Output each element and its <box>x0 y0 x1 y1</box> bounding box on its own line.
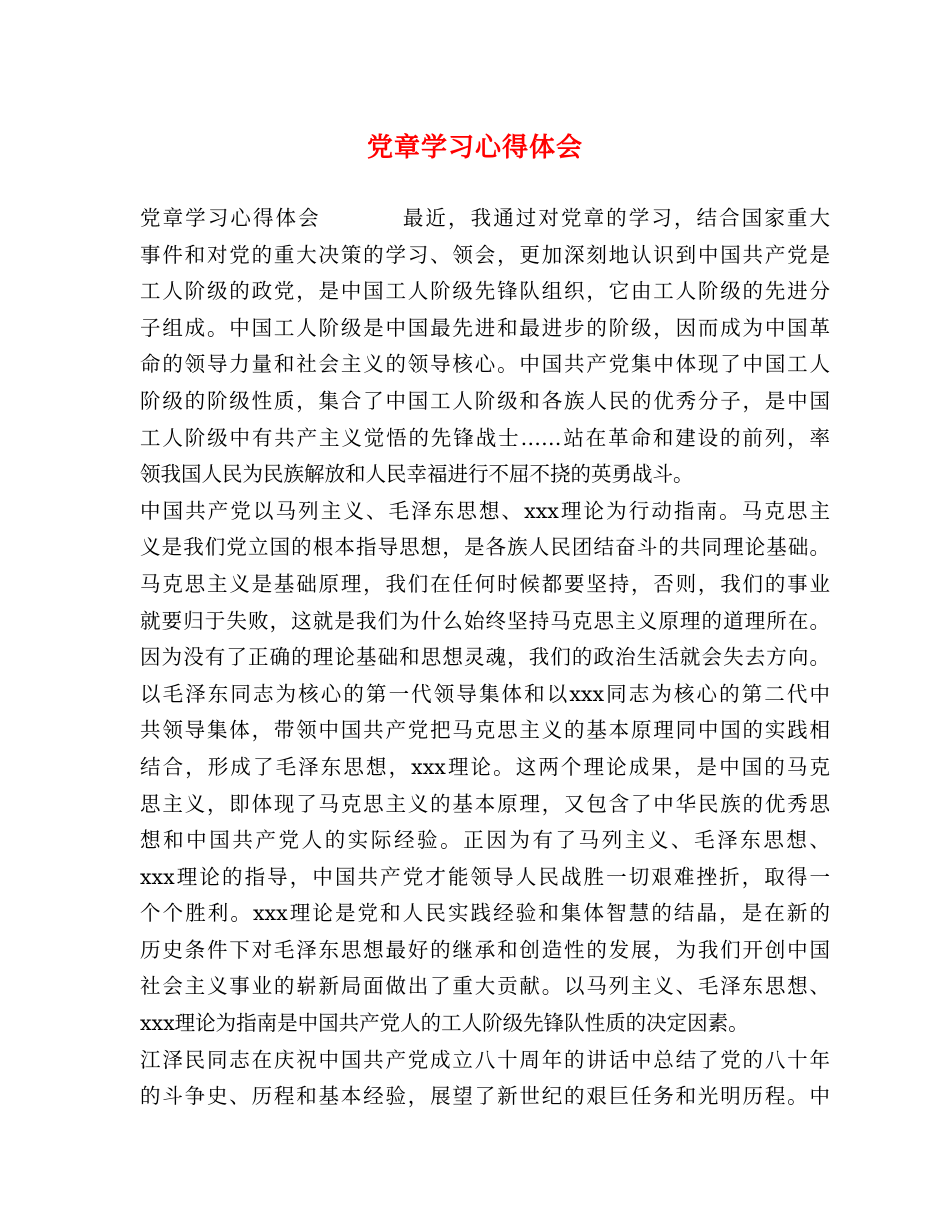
body-line: 事件和对党的重大决策的学习、领会，更加深刻地认识到中国共产党是 <box>140 242 830 267</box>
body-line: 工人阶级的政党，是中国工人阶级先锋队组织，它由工人阶级的先进分 <box>140 279 830 304</box>
body-line: 历史条件下对毛泽东思想最好的继承和创造性的发展，为我们开创中国 <box>140 937 830 962</box>
body-line <box>140 200 830 237</box>
body-line: 马克思主义是基础原理，我们在任何时候都要坚持，否则，我们的事业 <box>140 571 830 596</box>
document-title: 党章学习心得体会 <box>366 133 583 163</box>
body-line: 共领导集体，带领中国共产党把马克思主义的基本原理同中国的实践相 <box>140 718 830 743</box>
body-line: 因为没有了正确的理论基础和思想灵魂，我们的政治生活就会失去方向。 <box>140 645 830 670</box>
body-line: 领我国人民为民族解放和人民幸福进行不屈不挠的英勇战斗。 <box>140 462 694 487</box>
body-line: 子组成。中国工人阶级是中国最先进和最进步的阶级，因而成为中国革 <box>140 315 830 340</box>
document-body <box>140 200 830 1115</box>
body-line: 思主义，即体现了马克思主义的基本原理，又包含了中华民族的优秀思 <box>140 791 830 816</box>
body-line: xxx理论的指导，中国共产党才能领导人民战胜一切艰难挫折，取得一 <box>140 864 830 889</box>
body-line-text: 最近，我通过对党章的学习，结合国家重大 <box>400 206 831 230</box>
body-line: 社会主义事业的崭新局面做出了重大贡献。以马列主义、毛泽东思想、 <box>140 974 830 999</box>
body-line: 个个胜利。xxx理论是党和人民实践经验和集体智慧的结晶，是在新的 <box>140 901 830 926</box>
body-line: 以毛泽东同志为核心的第一代领导集体和以xxx同志为核心的第二代中 <box>140 681 830 706</box>
body-line: 的斗争史、历程和基本经验，展望了新世纪的艰巨任务和光明历程。中 <box>140 1084 830 1109</box>
body-line: 工人阶级中有共产主义觉悟的先锋战士……站在革命和建设的前列，率 <box>140 425 830 450</box>
body-line: 就要归于失败，这就是我们为什么始终坚持马克思主义原理的道理所在。 <box>140 608 830 633</box>
body-line: xxx理论为指南是中国共产党人的工人阶级先锋队性质的决定因素。 <box>140 1011 749 1036</box>
body-line: 命的领导力量和社会主义的领导核心。中国共产党集中体现了中国工人 <box>140 352 830 377</box>
body-line: 江泽民同志在庆祝中国共产党成立八十周年的讲话中总结了党的八十年 <box>140 1047 830 1072</box>
body-line: 想和中国共产党人的实际经验。正因为有了马列主义、毛泽东思想、 <box>140 828 830 853</box>
body-line: 结合，形成了毛泽东思想，xxx理论。这两个理论成果，是中国的马克 <box>140 754 830 779</box>
body-line: 阶级的阶级性质，集合了中国工人阶级和各族人民的优秀分子，是中国 <box>140 388 830 413</box>
body-line: 中国共产党以马列主义、毛泽东思想、xxx理论为行动指南。马克思主 <box>140 498 830 523</box>
body-line: 义是我们党立国的根本指导思想，是各族人民团结奋斗的共同理论基础。 <box>140 535 830 560</box>
lead-label: 党章学习心得体会 <box>140 206 321 230</box>
